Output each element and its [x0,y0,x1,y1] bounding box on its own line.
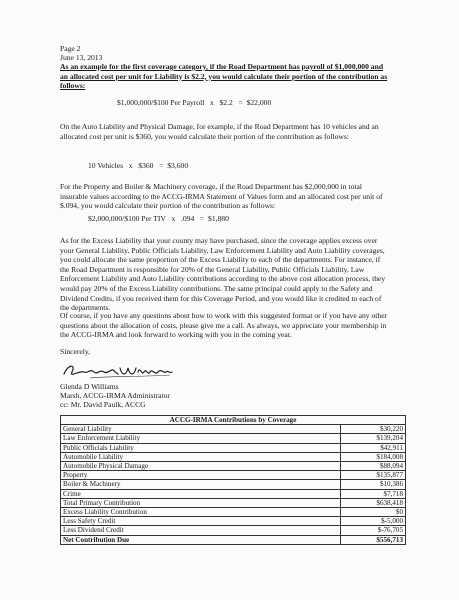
paragraph-line: Enforcement Liability and Auto Liability contributions according to the above cost allocation process, they [60,274,386,284]
row-amount: $10,386 [341,480,406,489]
row-label: Less Safety Credit [61,517,341,526]
table-title: ACCG-IRMA Contributions by Coverage [61,416,406,425]
signer-title: Marsh, ACCG-IRMA Administrator [60,391,170,400]
paragraph-line: $.094, you would calculate their portion of the contribution as follows: [60,201,276,211]
paragraph-line: questions about the allocation of costs, please give me a call. As always, we appreciate your membership in [60,320,387,330]
table-row [61,480,406,489]
handwritten-signature [60,360,180,382]
intro-line: follows: [60,81,86,91]
table-row [61,452,406,461]
row-label: Total Primary Contribution [61,498,341,507]
row-label: Net Contribution Due [61,535,341,544]
calculation-liability: $1,000,000/$100 Per Payroll x $2.2 = $22,000 [117,98,272,107]
table-row [61,498,406,507]
table-row [61,489,406,498]
paragraph-closing [60,311,412,340]
table-row [61,462,406,471]
salutation: Sincerely, [60,347,91,356]
row-amount: $7,718 [341,489,406,498]
row-amount: $184,008 [341,452,406,461]
paragraph-excess [60,236,412,313]
row-amount: $556,713 [341,535,406,544]
row-amount: $135,877 [341,471,406,480]
row-label: Excess Liability Contribution [61,508,341,517]
row-amount: $30,220 [341,425,406,434]
paragraph-line: allocated cost per unit is $360, you would calculate their portion of the contribution as follows: [60,131,349,141]
intro-line: As an example for the first coverage category, if the Road Department has payroll of $1,000,000 and [60,62,384,71]
row-amount: $638,418 [341,498,406,507]
paragraph-property [60,182,412,211]
table-row [61,508,406,517]
table-row [61,443,406,452]
row-label: Law Enforcement Liability [61,434,341,443]
table-row [61,425,406,434]
row-label: Crime [61,489,341,498]
row-label: Automobile Physical Damage [61,462,341,471]
page-number: Page 2 [60,44,81,53]
paragraph-line: would pay 20% of the Excess Liability contributions. The same principal could apply to the Safety and [60,283,373,293]
paragraph-line: the ACCG-IRMA and look forward to working with you in the coming year. [60,330,292,340]
paragraph-line: Dividend Credits, if you received them for this Coverage Period, and you would like it credited to each of [60,293,382,303]
contributions-table [60,415,406,545]
carbon-copy: cc: Mr. David Paulk, ACCG [60,400,146,409]
table-row-net-total [61,535,406,544]
paragraph-line: Of course, if you have any questions about how to work with this suggested format or if you have any other [60,311,388,320]
row-label: Automobile Liability [61,452,341,461]
row-amount: $-5,000 [341,517,406,526]
row-label: General Liability [61,425,341,434]
paragraph-auto [60,122,412,141]
paragraph-line: insurable values according to the ACCG-IRMA Statement of Values form and an allocated cost per unit of [60,191,383,201]
paragraph-line: your General Liability, Public Officials Liability, Law Enforcement Liability and Auto Liability coverages, [60,245,385,255]
row-amount: $139,204 [341,434,406,443]
intro-example-bold [60,62,412,91]
paragraph-line: the departments. [60,303,111,313]
table-row [61,517,406,526]
table-row [61,526,406,535]
calculation-auto: 10 Vehicles x $360 = $3,600 [88,161,189,170]
intro-line: an allocated cost per unit for Liability is $2.2, you would calculate their portion of the contribution as [60,71,388,81]
row-amount: $-76,705 [341,526,406,535]
paragraph-line: As for the Excess Liability that your county may have purchased, since the coverage applies excess over [60,236,378,245]
row-label: Less Dividend Credit [61,526,341,535]
calculation-property: $2,000,000/$100 Per TIV x .094 = $1,880 [88,214,229,223]
signer-name: Glenda D Williams [60,382,119,391]
paragraph-line: you could allocate the same proportion of the Excess Liability to each of the departments. For instance, if [60,255,381,265]
row-amount: $0 [341,508,406,517]
row-amount: $42,911 [341,443,406,452]
table-row [61,471,406,480]
row-label: Public Officials Liability [61,443,341,452]
letter-date: June 13, 2013 [60,53,103,62]
paragraph-line: the Road Department is responsible for 20% of the General Liability, Public Officials Liability, Law [60,264,365,274]
table-row [61,434,406,443]
paragraph-line: For the Property and Boiler & Machinery coverage, if the Road Department has $2,000,000 in total [60,182,362,191]
row-amount: $88,094 [341,462,406,471]
row-label: Property [61,471,341,480]
row-label: Boiler & Machinery [61,480,341,489]
paragraph-line: On the Auto Liability and Physical Damage, for example, if the Road Department has 10 vehicles and an [60,122,379,131]
